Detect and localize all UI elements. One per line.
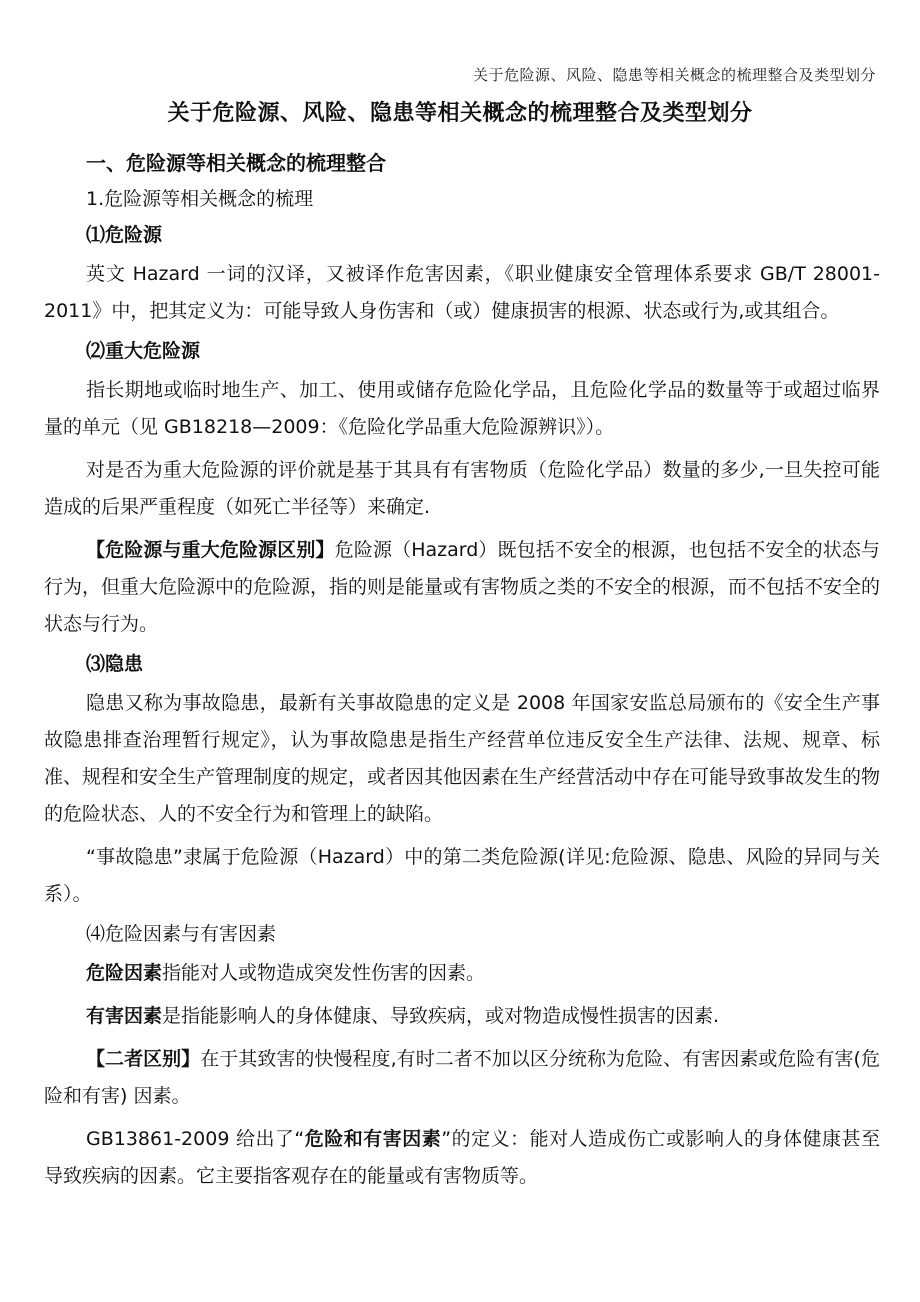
heading-factors: ⑷危险因素与有害因素	[86, 923, 277, 945]
gb-bold-term: 危险和有害因素	[304, 1128, 442, 1150]
paragraph-harm-factor	[44, 998, 880, 1035]
paragraph-major-hazard-2: 对是否为重大危险源的评价就是基于其具有有害物质（危险化学品）数量的多少,一旦失控可能造成的后果严重程度（如死亡半径等）来确定.	[44, 459, 880, 518]
paragraph-major-hazard-1: 指长期地或临时地生产、加工、使用或储存危险化学品，且危险化学品的数量等于或超过临界量的单元（见 GB18218—2009：《危险化学品重大危险源辨识》）。	[44, 379, 880, 438]
paragraph-difference-2	[44, 1041, 880, 1115]
gb-post-text: ”的定义：能对人造成伤亡或影响人的身体健康甚至导致疾病的因素。它主要指客观存在的能量或有害物质等。	[44, 1128, 880, 1187]
danger-factor-label: 危险因素	[86, 962, 163, 984]
gb-pre-text: GB13861-2009 给出了“	[86, 1128, 305, 1150]
difference-2-text: 在于其致害的快慢程度,有时二者不加以区分统称为危险、有害因素或危险有害(危险和有害) 因素。	[44, 1048, 880, 1107]
paragraph-difference-1	[44, 532, 880, 643]
paragraph-hidden-danger-2: “事故隐患”隶属于危险源（Hazard）中的第二类危险源(详见:危险源、隐患、风险的异同与关系）。	[44, 846, 880, 905]
paragraph-danger-factor	[44, 955, 880, 992]
section-heading: 一、危险源等相关概念的梳理整合	[86, 151, 386, 175]
difference-2-label: 【二者区别】	[86, 1048, 201, 1070]
heading-major-hazard: ⑵重大危险源	[86, 340, 201, 362]
header-note: 关于危险源、风险、隐患等相关概念的梳理整合及类型划分	[472, 66, 876, 84]
heading-hidden-danger: ⑶隐患	[86, 653, 144, 675]
heading-hazard: ⑴危险源	[86, 224, 163, 246]
paragraph-hidden-danger-1: 隐患又称为事故隐患，最新有关事故隐患的定义是 2008 年国家安监总局颁布的《安全生产事故隐患排查治理暂行规定》，认为事故隐患是指生产经营单位违反安全生产法律、法规、规章、标准、规程和安全生产管理制度的规定，或者因其他因素在生产经营活动中存在可能导致事故发生的物的危险状态、人的不安全行为和管理上的缺陷。	[44, 692, 881, 825]
harm-factor-text: 是指能影响人的身体健康、导致疾病，或对物造成慢性损害的因素.	[162, 1005, 720, 1027]
harm-factor-label: 有害因素	[86, 1005, 163, 1027]
document-title: 关于危险源、风险、隐患等相关概念的梳理整合及类型划分	[167, 101, 753, 126]
paragraph-gb13861	[44, 1121, 880, 1195]
paragraph-hazard: 英文 Hazard 一词的汉译，又被译作危害因素，《职业健康安全管理体系要求 GB/T 28001-2011》中，把其定义为：可能导致人身伤害和（或）健康损害的根源、状态或行为,或其组合。	[44, 263, 880, 322]
subsection-heading: 1.危险源等相关概念的梳理	[86, 188, 314, 210]
document-body	[44, 148, 880, 1201]
difference-1-label: 【危险源与重大危险源区别】	[86, 539, 335, 561]
danger-factor-text: 指能对人或物造成突发性伤害的因素。	[162, 962, 486, 984]
difference-1-text: 危险源（Hazard）既包括不安全的根源，也包括不安全的状态与行为，但重大危险源中的危险源，指的则是能量或有害物质之类的不安全的根源，而不包括不安全的状态与行为。	[44, 539, 881, 635]
